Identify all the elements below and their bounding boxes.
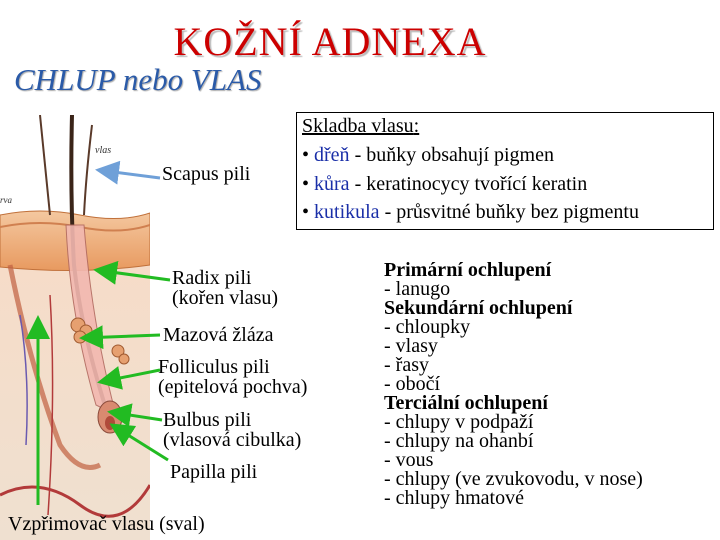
label-mazova-zlaza: Mazová žláza — [163, 324, 274, 346]
structure-item-kutikula: • kutikula - průsvitné buňky bez pigmentu — [302, 201, 639, 223]
structure-item-dren: • dřeň - buňky obsahují pigmen — [302, 144, 554, 166]
label-radix-pili: Radix pili — [172, 267, 252, 289]
illustration-caption-rva: rva — [0, 195, 12, 205]
structure-item-kura: • kůra - keratinocycy tvořící keratin — [302, 173, 588, 195]
mazova-arrow — [82, 335, 160, 338]
page-title: KOŽNÍ ADNEXA — [173, 19, 487, 64]
hair-type-item: - chlupy na ohanbí — [384, 430, 534, 452]
hair-types-list — [384, 261, 643, 508]
hair-type-item: - obočí — [384, 373, 441, 395]
label-radix-pili-note: (kořen vlasu) — [172, 287, 279, 309]
hair-type-item: - chlupy hmatové — [384, 487, 524, 509]
hair-type-item: - vlasy — [384, 335, 438, 357]
label-scapus-pili: Scapus pili — [162, 163, 251, 185]
hair-type-heading: Sekundární ochlupení — [384, 297, 573, 319]
hair-type-item: - řasy — [384, 354, 429, 376]
hair-type-item: - chlupy (ve zvukovodu, v nose) — [384, 468, 643, 490]
label-vzprimovac-vlasu: Vzpřimovač vlasu (sval) — [8, 513, 205, 535]
illustration-caption-vlas: vlas — [95, 145, 112, 156]
bulbus-arrow — [110, 412, 162, 420]
label-papilla-pili: Papilla pili — [170, 461, 258, 483]
label-bulbus-pili: Bulbus pili — [163, 409, 252, 431]
label-folliculus-pili-note: (epitelová pochva) — [158, 376, 308, 398]
label-folliculus-pili: Folliculus pili — [158, 356, 270, 378]
structure-heading: Skladba vlasu: — [302, 115, 420, 137]
hair-type-item: - chloupky — [384, 316, 471, 338]
scapus-arrow — [98, 170, 160, 178]
page-subtitle: CHLUP nebo VLAS — [14, 62, 262, 97]
folliculus-arrow — [100, 370, 160, 382]
hair-type-heading: Primární ochlupení — [384, 259, 552, 281]
hair-type-item: - vous — [384, 449, 434, 471]
papilla-arrow — [112, 425, 168, 460]
hair-type-item: - lanugo — [384, 278, 451, 300]
hair-type-item: - chlupy v podpaží — [384, 411, 534, 433]
radix-arrow — [96, 270, 170, 280]
hair-type-heading: Terciální ochlupení — [384, 392, 548, 414]
label-bulbus-pili-note: (vlasová cibulka) — [163, 429, 302, 451]
